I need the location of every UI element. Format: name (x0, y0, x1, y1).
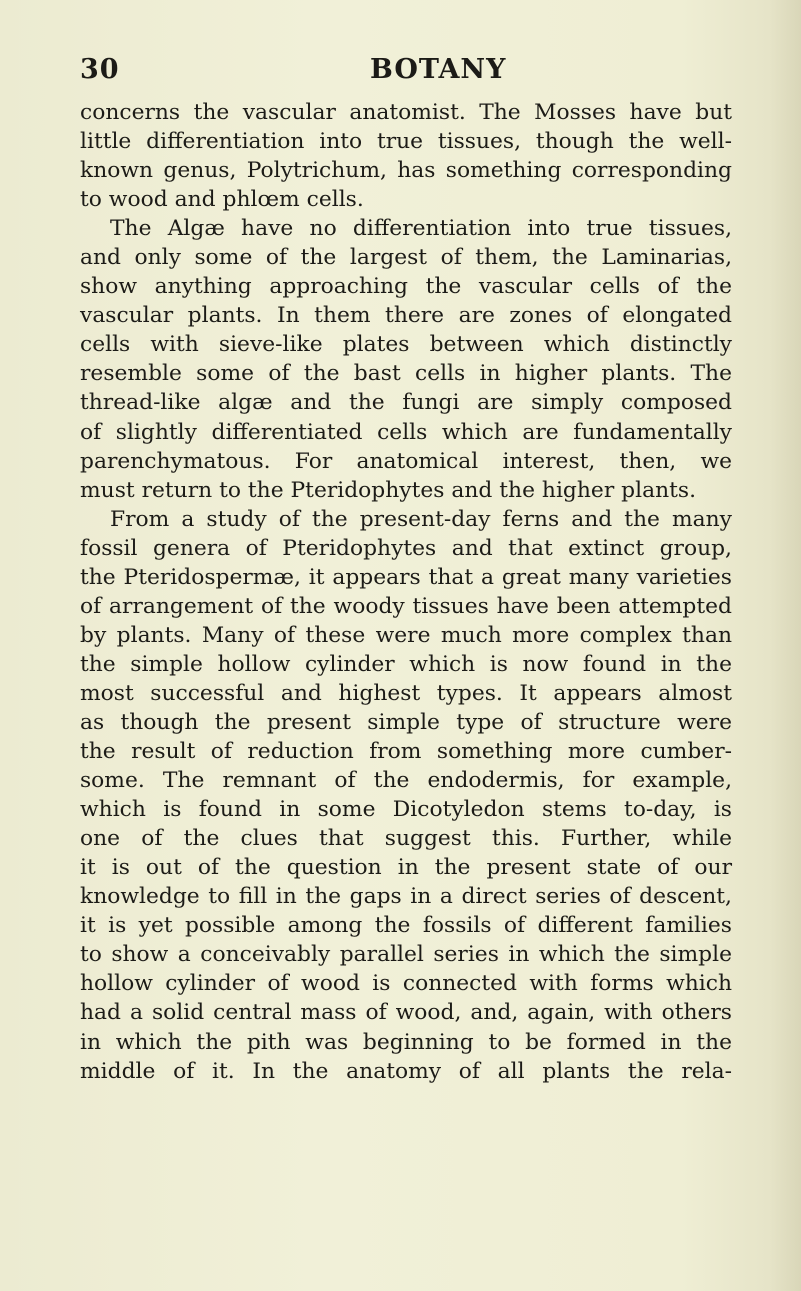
page-number: 30 (80, 54, 120, 85)
text-line: as though the present simple type of structure were (80, 709, 732, 735)
text-line: it is yet possible among the fossils of different families (80, 913, 732, 939)
running-head: BOTANY (370, 54, 507, 85)
text-line: middle of it. In the anatomy of all plants the rela- (80, 1058, 732, 1084)
text-line: some. The remnant of the endodermis, for example, (80, 768, 732, 794)
page-header (80, 54, 730, 90)
text-line: the Pteridospermæ, it appears that a great many varieties (80, 564, 732, 590)
text-line: which is found in some Dicotyledon stems to-day, is (80, 797, 732, 823)
text-line: it is out of the question in the present state of our (80, 855, 732, 881)
text-line: the simple hollow cylinder which is now found in the (80, 651, 732, 677)
text-line: had a solid central mass of wood, and, again, with others (80, 1000, 732, 1026)
text-line: must return to the Pteridophytes and the higher plants. (80, 477, 697, 503)
text-line: cells with sieve-like plates between which distinctly (80, 332, 732, 358)
text-line: concerns the vascular anatomist. The Mosses have but (80, 100, 732, 125)
text-line: hollow cylinder of wood is connected with forms which (80, 971, 732, 997)
text-line: of arrangement of the woody tissues have been attempted (80, 593, 732, 619)
text-line: the result of reduction from something more cumber- (80, 739, 732, 765)
text-line: fossil genera of Pteridophytes and that extinct group, (80, 535, 732, 561)
text-line: to show a conceivably parallel series in which the simple (80, 942, 732, 968)
text-line: of slightly differentiated cells which are fundamentally (80, 419, 732, 445)
text-line: and only some of the largest of them, the Laminarias, (80, 245, 732, 271)
text-line: vascular plants. In them there are zones of elongated (80, 303, 732, 329)
text-line: by plants. Many of these were much more complex than (80, 622, 732, 648)
text-line: known genus, Polytrichum, has something corresponding (80, 158, 732, 184)
text-line: resemble some of the bast cells in higher plants. The (80, 361, 732, 387)
text-line: little differentiation into true tissues, though the well- (80, 129, 732, 155)
text-line: show anything approaching the vascular cells of the (80, 274, 732, 300)
text-line: thread-like algæ and the fungi are simply composed (80, 390, 732, 416)
body-text (80, 98, 732, 1086)
text-line: most successful and highest types. It appears almost (80, 680, 732, 706)
text-line: in which the pith was beginning to be formed in the (80, 1029, 732, 1055)
text-line: From a study of the present-day ferns and the many (110, 506, 732, 532)
text-line: The Algæ have no differentiation into true tissues, (110, 216, 732, 242)
text-line: parenchymatous. For anatomical interest, then, we (80, 448, 732, 474)
text-line: one of the clues that suggest this. Further, while (80, 826, 732, 852)
text-line: knowledge to fill in the gaps in a direct series of descent, (80, 884, 732, 910)
text-line: to wood and phlœm cells. (80, 187, 364, 213)
